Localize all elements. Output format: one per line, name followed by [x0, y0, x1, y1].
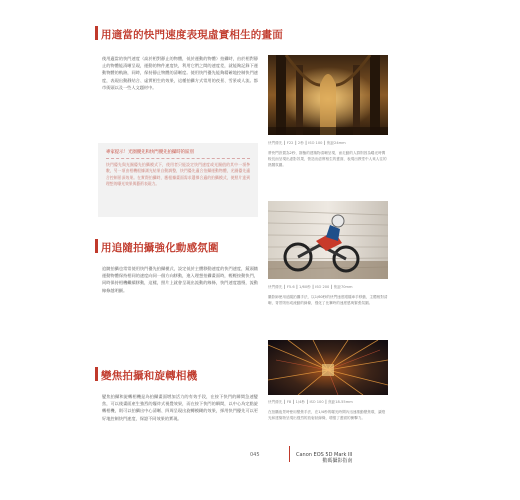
photo-3-caption-settings: 快門優先 ┃ F8 ┃ 1/4秒 ┃ ISO 100 ┃ 焦距18-55mm — [268, 400, 353, 404]
footer-camera-model: Canon EOS 5D Mark III — [296, 452, 353, 458]
section-3-body: 變焦拍攝和旋轉相機是為拍攝畫面增加活力的有效手段，在按下快門的瞬間急速變焦，可以使畫面產生強烈的爆炸式視覺效果，而在按下快門的瞬間，以中心為定點旋轉相機，則可以拍攝出中心清晰、四周呈現出旋轉模糊的效果，採用快門優先可以更好地控制快門速度，保證不同效果的實現。 — [102, 394, 258, 421]
page-number: 045 — [250, 452, 260, 458]
expert-tip-divider — [106, 158, 250, 159]
expert-tip-box — [98, 143, 258, 217]
motorcycle-rider-photo — [268, 201, 388, 279]
photo-1-caption-settings: 快門優先 ┃ F22 ┃ 2秒 ┃ ISO 100 ┃ 焦距24mm — [268, 141, 346, 145]
section-1-accent-bar — [95, 26, 98, 40]
expert-tip-body: 快門優先與光圈優先拍攝模式下，使用者只能設定快門速度或光圈值的其中一項參數，另一項由相機根據測光結果自動調整，快門優先適合拍攝運動物體，光圈優先適合控制景深效果。在實際拍攝時，應根據畫面需求選擇合適的拍攝模式，使照片達到理想的曝光效果與藝術表現力。 — [106, 162, 250, 187]
section-3-accent-bar — [95, 367, 98, 381]
photo-2-caption-settings: 快門優先 ┃ F5.6 ┃ 1/60秒 ┃ ISO 200 ┃ 焦距70mm — [268, 285, 353, 289]
photo-2-caption: 攝影師使用追隨拍攝手法，以1/60秒的快門速度跟隨車手移動，主體相對清晰，背景則形成流動的線條，強化了比賽時的速度感與緊張氛圍。 — [268, 295, 388, 305]
section-2-body: 追隨拍攝也常常使用快門優先拍攝模式，設定低於主體移動速度的快門速度，鏡頭隨運動物體保持相同的速度向同一個方向移動，進入理想拍攝畫面時，輕輕按動快門，同時保持相機繼續移動，這樣，照片上就會呈現出流動的線條，快門速度越慢，流動線條越明顯。 — [102, 266, 258, 293]
expert-tip-title: 專家提示！光圈優先和快門優先拍攝時的區別 — [106, 150, 194, 155]
section-1-body: 使用適當的快門速度（高於相對靜止的物體，低於運動的物體）拍攝時，由於相對靜止的物體能清晰呈現，運動的物件速度快，利用它們之間的速度差，就能夠記錄下運動物體的軌跡，同時，保持靜止物體的清晰度。使用快門優先能夠精確地控制快門速度，表現出動靜結合、虛實相生的效果，這種拍攝方式常用的夜景、雪景或人流。都市街頭以及一些人文題材中。 — [102, 56, 258, 90]
section-1-title: 用適當的快門速度表現虛實相生的畫面 — [101, 29, 283, 41]
footer-book-title — [296, 452, 352, 464]
footer-accent-rule — [289, 446, 290, 462]
section-2-accent-bar — [95, 239, 98, 253]
photo-3-caption: 在拍攝夜景時使用變焦手法，在1/4秒的曝光時間內迅速推動變焦環，讓燈光和建築物呈現出強烈的放射狀線條，增強了畫面的衝擊力。 — [268, 410, 386, 420]
photo-1-caption: 將快門設置為2秒，靜態的建築物清晰呈現，而走動的人群則因為曝光時間較長而呈現出虛影效果，營造出虛實相生的畫面，表現出教堂中人來人往的熱鬧氛圍。 — [268, 151, 387, 167]
section-3-title: 變焦拍攝和旋轉相機 — [101, 370, 198, 382]
cathedral-photo — [268, 55, 388, 135]
section-2-title: 用追隨拍攝強化動感氛圍 — [101, 242, 219, 254]
footer-guide-name: 數碼攝影指南 — [322, 458, 353, 464]
zoom-burst-night-photo — [268, 340, 388, 395]
